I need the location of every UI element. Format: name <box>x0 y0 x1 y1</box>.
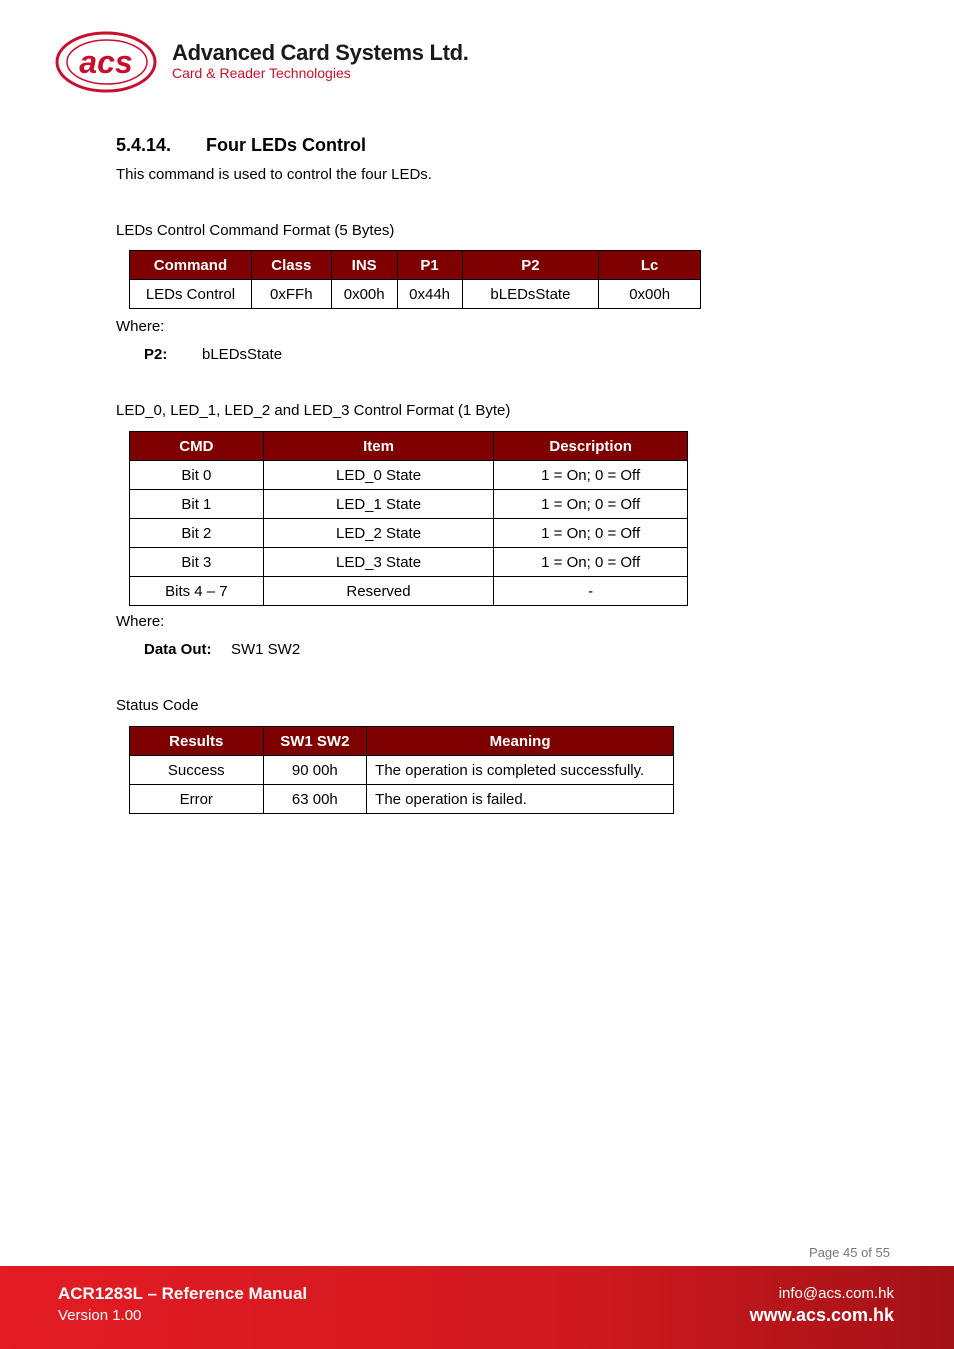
company-tagline: Card & Reader Technologies <box>172 65 351 81</box>
footer-email-link[interactable]: info@acs.com.hk <box>778 1285 894 1302</box>
table-cell: Bit 0 <box>130 461 264 490</box>
table-header-cell: Class <box>251 251 331 280</box>
table-cell: LEDs Control <box>130 280 252 309</box>
table-cell: 0x00h <box>599 280 701 309</box>
table-row <box>130 280 701 309</box>
page-number: Page 45 of 55 <box>809 1245 890 1260</box>
table-header-cell: Results <box>130 727 264 756</box>
table-cell: - <box>494 577 688 606</box>
section-number: 5.4.14. <box>116 135 172 155</box>
company-name: Advanced Card Systems Ltd. <box>172 40 469 65</box>
led-table-caption: LED_0, LED_1, LED_2 and LED_3 Control Format (1 Byte) <box>116 402 511 419</box>
table-cell: The operation is completed successfully. <box>367 756 674 785</box>
definition-data-out <box>144 641 300 658</box>
table-cell: 1 = On; 0 = Off <box>494 490 688 519</box>
table-row <box>130 756 674 785</box>
table-header-row <box>130 727 674 756</box>
table-header-cell: P1 <box>397 251 462 280</box>
where-label: Where: <box>116 318 165 335</box>
table-cell: 1 = On; 0 = Off <box>494 548 688 577</box>
table-row <box>130 461 688 490</box>
definition-term: Data Out: <box>144 641 212 658</box>
status-table-caption: Status Code <box>116 697 199 714</box>
table-header-row <box>130 432 688 461</box>
table-header-cell: Lc <box>599 251 701 280</box>
footer-version: Version 1.00 <box>58 1307 142 1324</box>
table-row <box>130 490 688 519</box>
table-cell: 0x00h <box>331 280 397 309</box>
status-code-table <box>129 726 674 814</box>
table-row <box>130 519 688 548</box>
definition-term: P2: <box>144 346 168 363</box>
table-row <box>130 785 674 814</box>
table-header-cell: Item <box>263 432 494 461</box>
section-title: Four LEDs Control <box>206 135 366 155</box>
table-cell: Bit 3 <box>130 548 264 577</box>
table-cell: LED_2 State <box>263 519 494 548</box>
table-row <box>130 548 688 577</box>
table-cell: 90 00h <box>263 756 367 785</box>
section-intro: This command is used to control the four LEDs. <box>116 166 432 183</box>
table-header-cell: P2 <box>462 251 599 280</box>
table-header-cell: Description <box>494 432 688 461</box>
table-cell: 1 = On; 0 = Off <box>494 461 688 490</box>
table-cell: LED_1 State <box>263 490 494 519</box>
logo-text: acs <box>79 44 133 80</box>
table-cell: 0x44h <box>397 280 462 309</box>
company-logo <box>55 30 475 94</box>
table-cell: LED_3 State <box>263 548 494 577</box>
table-cell: Bit 2 <box>130 519 264 548</box>
command-format-table <box>129 250 701 309</box>
table-cell: The operation is failed. <box>367 785 674 814</box>
led-format-table <box>129 431 688 606</box>
footer-document-title: ACR1283L – Reference Manual <box>58 1284 308 1303</box>
table-cell: Bits 4 – 7 <box>130 577 264 606</box>
table-cell: 1 = On; 0 = Off <box>494 519 688 548</box>
command-table-caption: LEDs Control Command Format (5 Bytes) <box>116 222 395 239</box>
section-heading <box>116 135 366 156</box>
table-cell: Error <box>130 785 264 814</box>
table-header-row <box>130 251 701 280</box>
acs-logo-icon <box>55 30 159 94</box>
table-cell: 63 00h <box>263 785 367 814</box>
definition-value: SW1 SW2 <box>231 641 301 658</box>
footer-bar <box>0 1266 954 1349</box>
footer-website-link[interactable]: www.acs.com.hk <box>749 1305 894 1325</box>
table-header-cell: CMD <box>130 432 264 461</box>
definition-p2 <box>144 346 282 363</box>
definition-value: bLEDsState <box>202 346 283 363</box>
table-header-cell: Command <box>130 251 252 280</box>
table-cell: LED_0 State <box>263 461 494 490</box>
table-header-cell: Meaning <box>367 727 674 756</box>
table-header-cell: SW1 SW2 <box>263 727 367 756</box>
table-cell: Reserved <box>263 577 494 606</box>
table-cell: 0xFFh <box>251 280 331 309</box>
table-row <box>130 577 688 606</box>
table-cell: bLEDsState <box>462 280 599 309</box>
table-cell: Success <box>130 756 264 785</box>
table-cell: Bit 1 <box>130 490 264 519</box>
table-header-cell: INS <box>331 251 397 280</box>
where-label: Where: <box>116 613 165 630</box>
